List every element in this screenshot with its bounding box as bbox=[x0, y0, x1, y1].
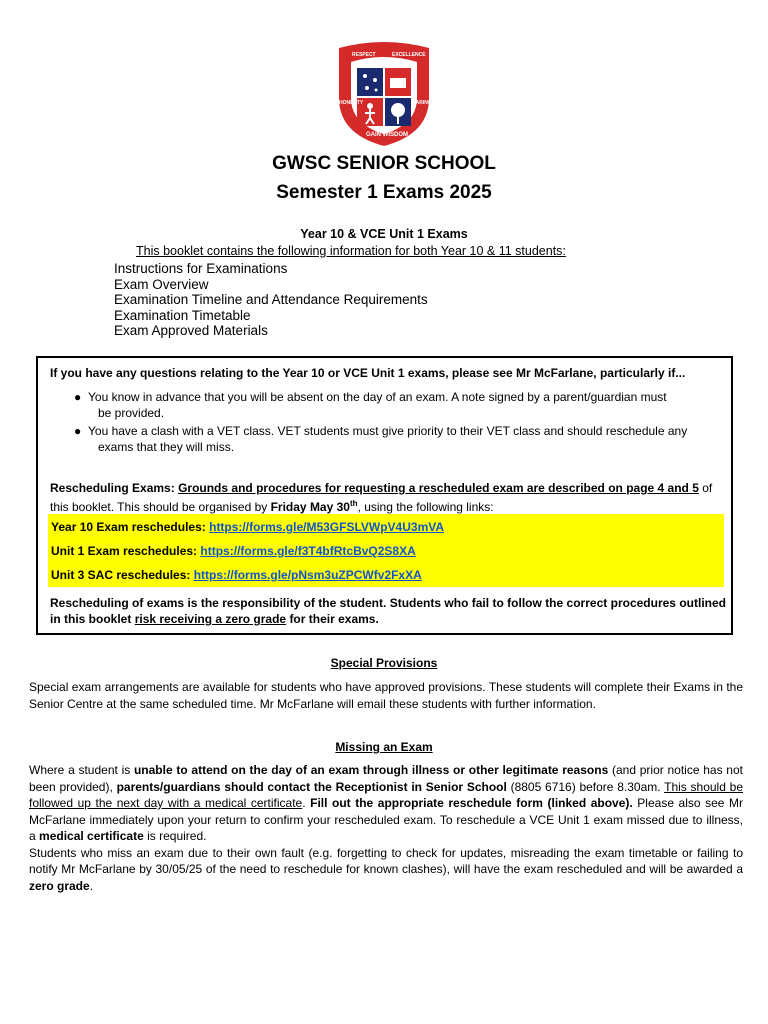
resched-of: of bbox=[702, 481, 713, 495]
unit1-reschedule-link[interactable]: https://forms.gle/f3T4bfRtcBvQ2S8XA bbox=[200, 544, 416, 558]
text: Students who miss an exam due to their own fault (e.g. forgetting to check for updates, misreading the exam timetable or failing to notify Mr McFarlane by 30/05/25 of the need to reschedule for known clashes), will have the exam rescheduled and will be awarded a bbox=[29, 845, 743, 876]
text: is required. bbox=[147, 829, 207, 843]
list-item: Exam Overview bbox=[114, 276, 209, 292]
text: . bbox=[302, 796, 306, 810]
exam-subtitle: Year 10 & VCE Unit 1 Exams bbox=[300, 227, 468, 241]
list-item: Examination Timetable bbox=[114, 307, 251, 323]
resched-deadline: Friday May 30 bbox=[270, 500, 350, 514]
resched-label: Rescheduling Exams: bbox=[50, 481, 175, 495]
link-label: Year 10 Exam reschedules: bbox=[51, 520, 206, 534]
text: medical certificate bbox=[39, 829, 144, 843]
link-row bbox=[51, 568, 422, 582]
questions-info-box bbox=[36, 356, 733, 635]
crest-motto: GAIN WISDOM bbox=[366, 132, 408, 138]
contents-list bbox=[114, 261, 428, 339]
text: . bbox=[89, 878, 94, 893]
bullet-text: You have a clash with a VET class. VET students must give priority to their VET class and should reschedule any bbox=[88, 424, 688, 438]
link-label: Unit 3 SAC reschedules: bbox=[51, 568, 191, 582]
missing-exam-paragraph bbox=[29, 762, 743, 894]
link-label: Unit 1 Exam reschedules: bbox=[51, 544, 198, 558]
resched-pages: Grounds and procedures for requesting a rescheduled exam are described on page 4 and 5 bbox=[178, 481, 699, 495]
list-item bbox=[72, 389, 722, 421]
resched-text: , using the following links: bbox=[357, 500, 494, 514]
crest-motto: CARING bbox=[412, 100, 432, 106]
bullet-icon: ● bbox=[74, 424, 82, 438]
crest-motto: EXCELLENCE bbox=[392, 52, 426, 58]
text: (8805 6716) before 8.30am. bbox=[510, 779, 661, 794]
list-item bbox=[72, 423, 722, 455]
bullet-icon: ● bbox=[74, 390, 82, 404]
year10-reschedule-link[interactable]: https://forms.gle/M53GFSLVWpV4U3mVA bbox=[209, 520, 445, 534]
list-item: Instructions for Examinations bbox=[114, 261, 288, 276]
warning-text: for their exams. bbox=[289, 612, 379, 626]
special-provisions-text: Special exam arrangements are available for students who have approved provisions. These students will complete their Exams in the Senior Centre at the same scheduled time. Mr McFarlane will email these students with further information. bbox=[29, 680, 743, 711]
link-row bbox=[51, 544, 416, 558]
crest-motto: HONESTY bbox=[339, 100, 364, 106]
text: Please also see Mr McFarlane immediately upon your return to confirm your rescheduled exam. To reschedule a VCE Unit 1 exam missed due to illness, a bbox=[29, 796, 743, 843]
link-row bbox=[51, 520, 444, 534]
text: Fill out the appropriate reschedule form (linked above). bbox=[310, 796, 633, 810]
text: Where a student is bbox=[29, 763, 131, 777]
warning-zero-grade: risk receiving a zero grade bbox=[134, 612, 287, 626]
missing-exam-heading: Missing an Exam bbox=[335, 740, 433, 754]
rescheduling-text bbox=[50, 480, 726, 515]
bullet-text: You know in advance that you will be absent on the day of an exam. A note signed by a parent/guardian must bbox=[88, 390, 667, 404]
bullet-list bbox=[72, 389, 722, 457]
text: (and prior notice has not been provided), bbox=[29, 763, 743, 794]
text: unable to attend on the day of an exam through illness or other legitimate reasons bbox=[133, 763, 609, 777]
bullet-text: be provided. bbox=[98, 406, 165, 420]
responsibility-warning bbox=[50, 595, 726, 627]
list-item: Examination Timeline and Attendance Requirements bbox=[114, 292, 428, 307]
list-item: Exam Approved Materials bbox=[114, 323, 268, 338]
exam-title: Semester 1 Exams 2025 bbox=[276, 182, 492, 203]
links-highlight bbox=[48, 514, 724, 587]
unit3-sac-reschedule-link[interactable]: https://forms.gle/pNsm3uZPCWfv2FxXA bbox=[193, 568, 422, 582]
school-title: GWSC SENIOR SCHOOL bbox=[272, 153, 496, 174]
warning-text: Rescheduling of exams is the responsibility of the student. Students who fail to follow the correct procedures outlined in this booklet bbox=[50, 596, 726, 626]
deadline-suffix: th bbox=[349, 499, 358, 508]
text: This should be followed up the next day with a medical certificate bbox=[29, 779, 743, 810]
special-provisions-heading: Special Provisions bbox=[330, 656, 438, 670]
bullet-text: exams that they will miss. bbox=[98, 440, 235, 454]
text: parents/guardians should contact the Receptionist in Senior School bbox=[116, 779, 507, 794]
box-lead: If you have any questions relating to the Year 10 or VCE Unit 1 exams, please see Mr McFarlane, particularly if... bbox=[50, 366, 686, 380]
text: zero grade bbox=[29, 878, 90, 893]
resched-text: this booklet. This should be organised by bbox=[50, 500, 268, 514]
crest-motto: RESPECT bbox=[352, 52, 376, 58]
booklet-intro: This booklet contains the following information for both Year 10 & 11 students: bbox=[136, 244, 566, 258]
